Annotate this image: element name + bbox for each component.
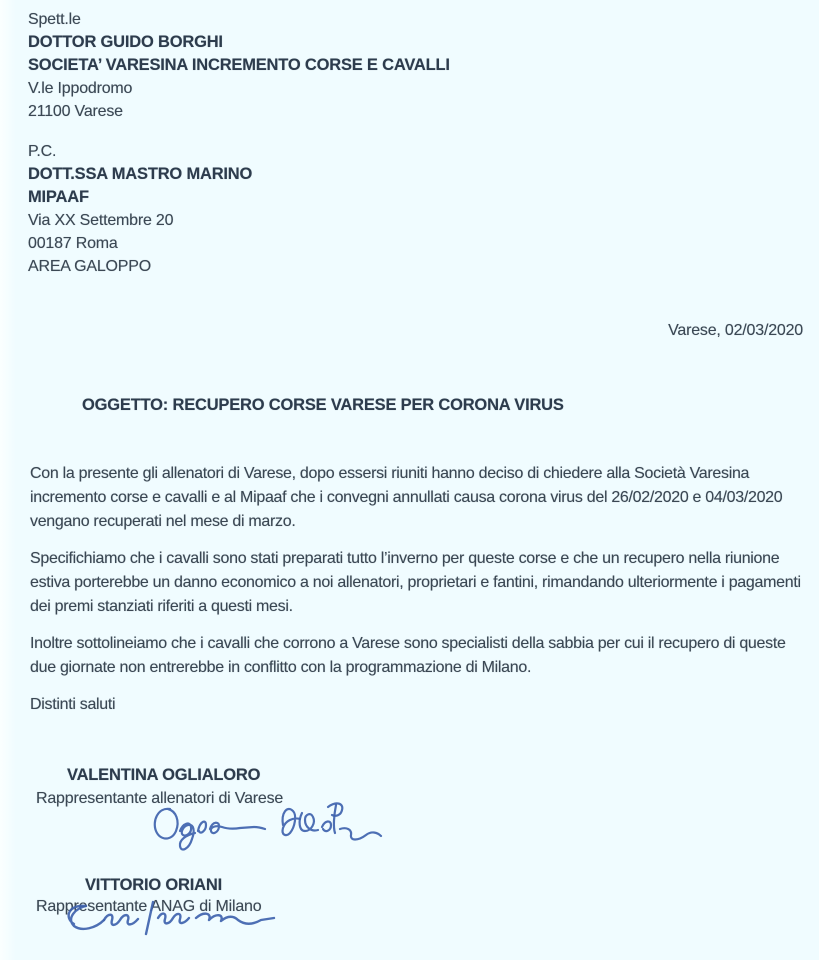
paragraph-1: Con la presente gli allenatori di Varese, dopo essersi riuniti hanno deciso di chiedere alla Società Varesina incremento corse e cavalli e al Mipaaf che i convegni annullati causa corona virus del 26/02/2020 e 04/03/2020 vengano recuperati nel mese di marzo. [30, 465, 783, 530]
cc-name: DOTT.SSA MASTRO MARINO [28, 165, 253, 183]
subject-line: OGGETTO: RECUPERO CORSE VARESE PER CORONA VIRUS [82, 396, 564, 414]
cc-organization: MIPAAF [28, 188, 89, 206]
letter-body [30, 462, 812, 730]
paragraph-2: Specifichiamo che i cavalli sono stati preparati tutto l’inverno per queste corse e che un recupero nella riunione estiva porterebbe un danno economico a noi allenatori, proprietari e fantini, rimandando ulteriormente i pagamenti dei premi stanziati riferiti a questi mesi. [30, 550, 801, 615]
cc-city: 00187 Roma [28, 235, 118, 252]
handwritten-signature-1-icon [150, 795, 390, 857]
recipient-salutation: Spett.le [28, 11, 81, 28]
signatory-2-role: Rappresentante ANAG di Milano [36, 898, 262, 915]
signatory-1-role: Rappresentante allenatori di Varese [36, 790, 284, 807]
recipient-street: V.le Ippodromo [28, 80, 133, 97]
cc-label: P.C. [28, 143, 57, 160]
recipient-name: DOTTOR GUIDO BORGHI [28, 33, 223, 51]
closing-salutation: Distinti saluti [30, 696, 116, 713]
cc-street: Via XX Settembre 20 [28, 212, 174, 229]
signatory-1-name: VALENTINA OGLIALORO [67, 766, 261, 784]
cc-address-block [28, 140, 252, 278]
recipient-address-block [28, 8, 450, 123]
recipient-city: 21100 Varese [28, 103, 123, 120]
recipient-organization: SOCIETA’ VARESINA INCREMENTO CORSE E CAVALLI [28, 56, 450, 74]
cc-department: AREA GALOPPO [28, 258, 151, 275]
signatory-2-name: VITTORIO ORIANI [85, 876, 222, 894]
handwritten-signature-2-icon [58, 898, 298, 943]
dateline: Varese, 02/03/2020 [668, 322, 803, 339]
paragraph-3: Inoltre sottolineiamo che i cavalli che corrono a Varese sono specialisti della sabbia per cui il recupero di queste due giornate non entrerebbe in conflitto con la programmazione di Milano. [30, 635, 786, 676]
